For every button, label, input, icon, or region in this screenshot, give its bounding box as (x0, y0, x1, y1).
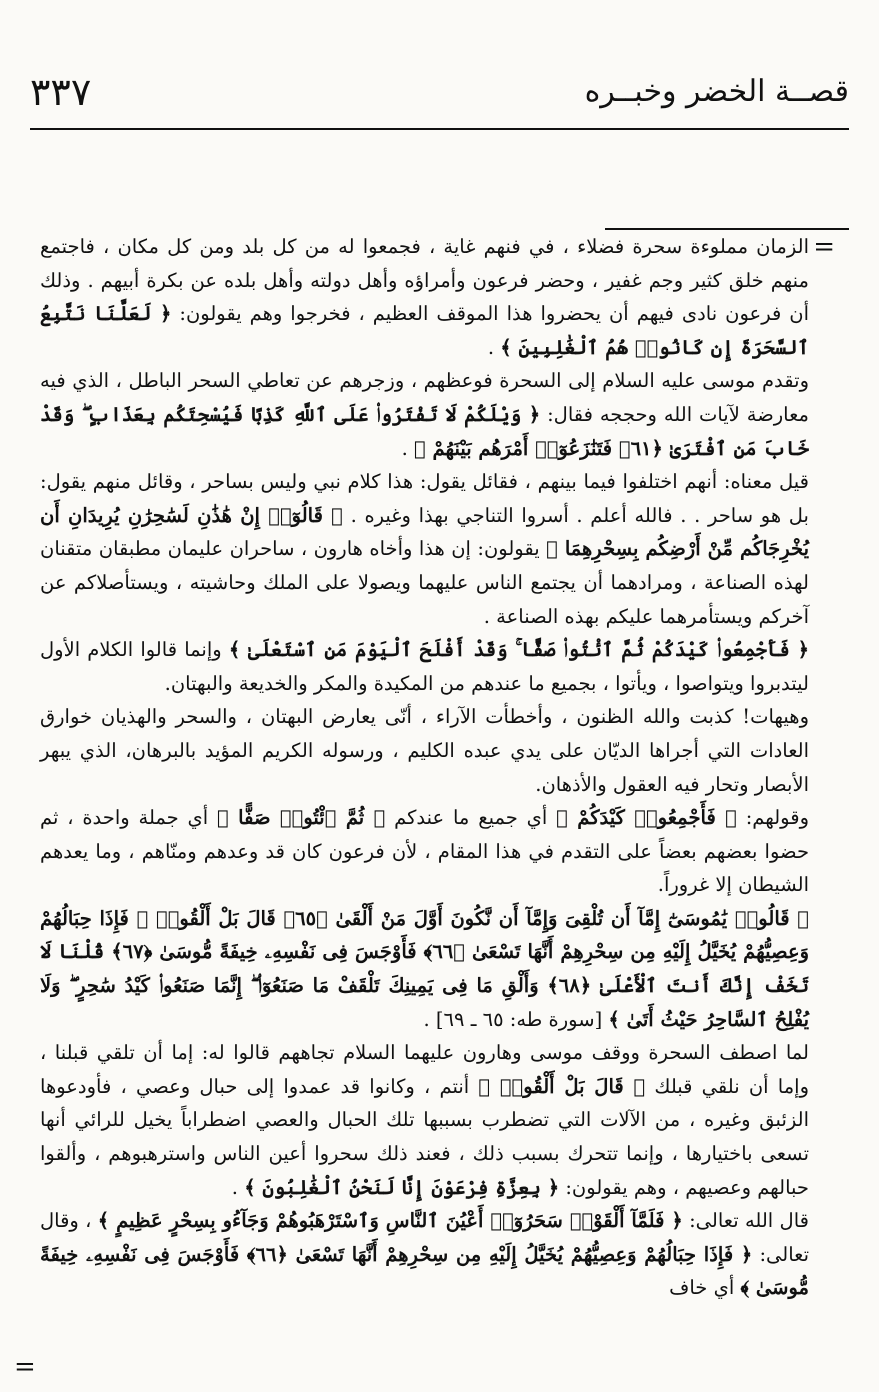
paragraph (40, 633, 809, 700)
quran-verse: ﴿ فَأَجْمِعُوا۟ كَيْدَكُمْ ثُمَّ ٱئْتُوا۟ صَفًّا ۚ وَقَدْ أَفْلَحَ ٱلْيَوْمَ مَنِ ٱسْتَعْلَىٰ ﴾ (228, 638, 809, 662)
paragraph (40, 230, 809, 364)
quran-verse: ﴿ فَأَجْمِعُوا۟ كَيْدَكُمْ ﴾ (556, 806, 737, 830)
text-segment: [سورة طه: ٦٥ ـ ٦٩] . (423, 1007, 609, 1031)
quran-verse: ﴿ لَعَلَّنَا نَتَّبِعُ ٱلسَّحَرَةَ إِن كَانُوا۟ هُمُ ٱلْغَٰلِبِينَ ﴾ (40, 302, 809, 359)
paragraph (40, 364, 809, 465)
quran-verse: ﴿ فَلَمَّآ أَلْقَوْا۟ سَحَرُوٓا۟ أَعْيُنَ ٱلنَّاسِ وَٱسْتَرْهَبُوهُمْ وَجَآءُو بِسِحْرٍ عَظِيمٍ ﴾ (97, 1209, 683, 1233)
text-segment: الزمان مملوءة سحرة فضلاء ، في فنهم غاية ، فجمعوا له من كل بلد ومن كل مكان ، فاجتمع منهم خلق كثير وجم غفير ، وحضر فرعون وأمراؤه وأهل دولته وأهل بلده عن بكرة أبيهم . وذلك أن فرعون نادى فيهم أن يحضروا هذا الموقف العظيم ، فخرجوا وهم يقولون: (40, 235, 809, 326)
text-segment: أي جملة واحدة ، ثم حضوا بعضهم بعضاً على التقدم في هذا المقام ، لأن فرعون كان قد وعدهم ومنّاهم ، وما يعدهم الشيطان إلا غروراً. (40, 806, 809, 897)
text-segment: أي جميع ما عندكم (385, 806, 557, 830)
text-segment: أنتم ، وكانوا قد عمدوا إلى حبال وعصي ، فأودعوها الزئبق وغيره ، من الآلات التي تضطرب بسببها تلك الحبال والعصي اضطراباً يخيل للرائي أنها تسعى باختيارها ، وإنما تتحرك بسبب ذلك ، فعند ذلك سحروا أعين الناس واسترهبوهم ، وألقوا حبالهم وعصيهم ، وهم يقولون: (40, 1074, 809, 1199)
quran-verse: ﴿ وَيْلَكُمْ لَا تَفْتَرُوا۟ عَلَى ٱللَّهِ كَذِبًا فَيُسْحِتَكُم بِعَذَابٍ ۖ وَقَدْ خَابَ مَنِ ٱفْتَرَىٰ ﴿٦١﴾ فَتَنَٰزَعُوٓا۟ أَمْرَهُم بَيْنَهُمْ ﴾ (40, 402, 809, 460)
quran-verse: ﴿ بِعِزَّةِ فِرْعَوْنَ إِنَّا لَنَحْنُ ٱلْغَٰلِبُونَ ﴾ (244, 1175, 560, 1199)
continuation-mark: = (813, 232, 835, 262)
text-segment: . (231, 1175, 245, 1199)
text-segment: وإنما قالوا الكلام الأول ليتدبروا ويتواصوا ، ويأتوا ، بجميع ما عندهم من المكيدة والمكر والخديعة والبهتان. (40, 638, 809, 695)
paragraph (40, 801, 809, 902)
page-number: ٣٣٧ (30, 70, 92, 114)
text-segment: يقولون: إن هذا وأخاه هارون ، ساحران عليمان مطبقان متقنان لهذه الصناعة ، ومرادهما أن يجتمع الناس عليهما ويصولا على الملك وحاشيته ، ويستأصلاكم عن آخركم ويستأمرهما عليكم بهذه الصناعة . (40, 537, 809, 628)
paragraph (40, 902, 809, 1036)
text-segment: وهيهات! كذبت والله الظنون ، وأخطأت الآراء ، أنّى يعارض البهتان ، والسحر والهذيان خوارق العادات التي أجراها الديّان على يدي عبده الكليم ، ورسوله الكريم المؤيد بالبرهان، الذي يبهر الأبصار وتحار فيه العقول والأذهان. (40, 705, 809, 796)
header-rule (30, 128, 849, 130)
continuation-mark-end: = (14, 1352, 36, 1382)
quran-verse: ﴿ فَإِذَا حِبَالُهُمْ وَعِصِيُّهُمْ يُخَيَّلُ إِلَيْهِ مِن سِحْرِهِمْ أَنَّهَا تَسْعَىٰ ﴿٦٦﴾ فَأَوْجَسَ فِى نَفْسِهِۦ خِيفَةً مُّوسَىٰ ﴾ (40, 1242, 809, 1300)
paragraph (40, 1204, 809, 1305)
paragraph (40, 700, 809, 801)
quran-verse: ﴿ قَالُوا۟ يَٰمُوسَىٰٓ إِمَّآ أَن تُلْقِىَ وَإِمَّآ أَن نَّكُونَ أَوَّلَ مَنْ أَلْقَىٰ ﴿٦٥﴾ قَالَ بَلْ أَلْقُوا۟ ۖ فَإِذَا حِبَالُهُمْ وَعِصِيُّهُمْ يُخَيَّلُ إِلَيْهِ مِن سِحْرِهِمْ أَنَّهَا تَسْعَىٰ ﴿٦٦﴾ فَأَوْجَسَ فِى نَفْسِهِۦ خِيفَةً مُّوسَىٰ ﴿٦٧﴾ قُلْنَا لَا تَخَفْ إِنَّكَ أَنتَ ٱلْأَعْلَىٰ ﴿٦٨﴾ وَأَلْقِ مَا فِى يَمِينِكَ تَلْقَفْ مَا صَنَعُوٓا۟ ۖ إِنَّمَا صَنَعُوا۟ كَيْدُ سَٰحِرٍ ۖ وَلَا يُفْلِحُ ٱلسَّاحِرُ حَيْثُ أَتَىٰ ﴾ (40, 906, 809, 1031)
paragraph (40, 1036, 809, 1204)
text-segment: لما اصطف السحرة ووقف موسى وهارون عليهما السلام تجاههم قالوا له: إما أن تلقي قبلنا ، وإما أن نلقي قبلك (40, 1041, 809, 1098)
paragraph (40, 465, 809, 633)
text-segment: . (401, 436, 414, 460)
quran-verse: ﴿ قَالَ بَلْ أَلْقُوا۟ ﴾ (478, 1074, 646, 1098)
quran-verse: ﴿ قَالُوٓا۟ إِنْ هَٰذَٰنِ لَسَٰحِرَٰنِ يُرِيدَانِ أَن يُخْرِجَاكُم مِّنْ أَرْضِكُم بِسِحْرِهِمَا ﴾ (40, 503, 809, 561)
text-segment: قيل معناه: أنهم اختلفوا فيما بينهم ، فقائل يقول: هذا كلام نبي وليس بساحر ، وقائل منهم يقول: بل هو ساحر . . فالله أعلم . أسروا التناجي بهذا وغيره . (40, 470, 809, 527)
footnote-body (40, 230, 809, 1305)
text-segment: وتقدم موسى عليه السلام إلى السحرة فوعظهم ، وزجرهم عن تعاطي السحر الباطل ، الذي فيه معارضة لآيات الله وحججه فقال: (40, 369, 809, 426)
text-segment: وقولهم: (736, 806, 809, 830)
running-title: قصــة الخضر وخبــره (584, 74, 849, 109)
text-segment: ، وقال تعالى: (40, 1209, 809, 1266)
quran-verse: ﴿ ثُمَّ ٱئْتُوا۟ صَفًّا ﴾ (217, 806, 386, 830)
text-segment: أي خاف (669, 1276, 741, 1300)
text-segment: قال الله تعالى: (682, 1209, 809, 1233)
text-segment: . (487, 335, 501, 359)
